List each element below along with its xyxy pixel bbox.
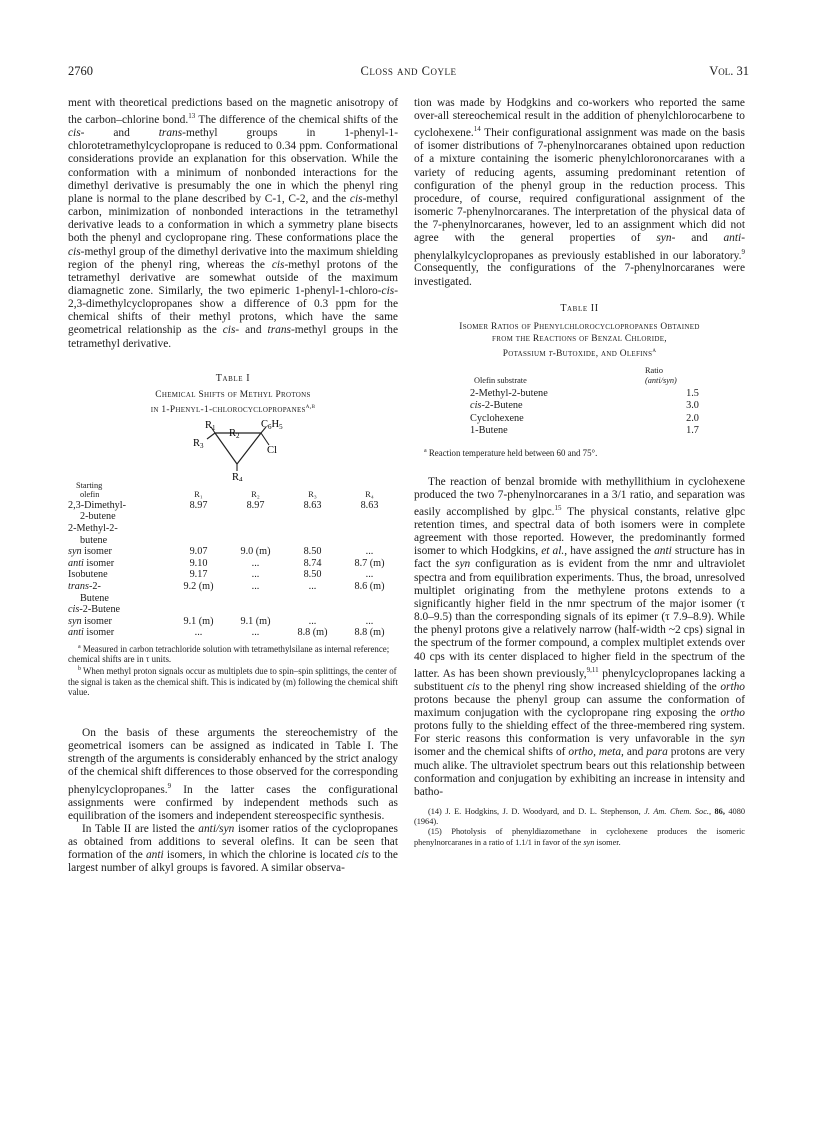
table-1-cell xyxy=(227,511,284,523)
text-run: anti xyxy=(654,545,672,558)
footnote-15 xyxy=(414,827,745,847)
table-1-cell xyxy=(227,523,284,535)
table-1-cell: ... xyxy=(194,627,203,639)
table-1-row-label: 2-butene xyxy=(80,511,116,523)
text-run: protons because the phenyl group can assume the conformation of maximum conjugation with the cyclopropane ring exposing the xyxy=(414,693,745,719)
text-run: 15 xyxy=(554,504,562,513)
text-run: trans xyxy=(158,127,183,140)
table-2-row xyxy=(470,400,740,412)
text-run: - and xyxy=(235,324,268,337)
table-1-cell xyxy=(341,511,398,523)
text-run: 13 xyxy=(188,112,196,121)
table-1-row xyxy=(68,546,398,558)
text-run: 9,11 xyxy=(586,665,599,674)
volume-label: Vol. 31 xyxy=(709,64,749,78)
text-run: anti/syn xyxy=(198,822,235,835)
text-run: -methyl group of the dimethyl derivative into the maximum shielding region of the phenyl ring, whereas the xyxy=(68,245,398,271)
table-1-row-label: anti isomer xyxy=(68,557,115,569)
table-1-cell: 8.8 (m) xyxy=(297,627,328,639)
footnotes xyxy=(414,807,745,848)
table-1-cell: ... xyxy=(251,627,260,639)
paragraph xyxy=(68,727,398,823)
table-1-caption-marks: a,b xyxy=(305,402,316,410)
table-2-ratio-cell: 2.0 xyxy=(686,412,699,424)
table-1-cell xyxy=(284,604,341,616)
table-1-cell xyxy=(170,523,227,535)
chlorine-label: Cl xyxy=(267,444,277,456)
table-1-row-label: syn isomer xyxy=(68,615,112,627)
text-run: to the largest number of alkyl groups is favored. A similar observa- xyxy=(68,849,398,875)
text-run: syn xyxy=(729,733,745,746)
text-run: to the phenyl ring show increased shielding of the xyxy=(479,680,721,693)
table-1-cell: 9.07 xyxy=(189,546,208,558)
text-run: , have assigned the xyxy=(564,545,655,558)
paragraph xyxy=(414,476,745,799)
right-column xyxy=(414,97,745,848)
text-run: protons are very much alike. The ultraviolet spectrum bears out this relationship between conformation and conjugation by exhibiting an increase in intensity and batho- xyxy=(414,746,745,798)
text-run: anti xyxy=(145,849,164,862)
table-1-row-label: cis-2-Butene xyxy=(68,604,121,616)
text-run: et al. xyxy=(541,545,565,558)
table-1-cell xyxy=(284,511,341,523)
table-1-cell xyxy=(170,511,227,523)
table-1-cell: 8.74 xyxy=(303,557,322,569)
table-1-col-header: R₄ xyxy=(365,490,374,500)
running-title: Closs and Coyle xyxy=(360,64,457,78)
text-run: cis xyxy=(381,284,395,297)
table-1-cell xyxy=(284,535,341,547)
table-2 xyxy=(470,366,740,438)
text-run: cis xyxy=(467,680,480,693)
table-1-col-header: R₁ xyxy=(194,490,203,500)
text-run: and xyxy=(623,746,647,759)
text-run: anti xyxy=(723,232,742,245)
table-1-cell: 8.8 (m) xyxy=(354,627,385,639)
table-1-cell: 9.1 (m) xyxy=(240,615,271,627)
text-run: 14 xyxy=(473,125,481,134)
cyclopropane-structure-diagram xyxy=(153,419,313,481)
table-1-footnotes: $^a$ Measured in carbon tetrachloride solution with tetramethylsilane as internal reference; chemical shifts are in τ units. $^b$ When methyl proton signals occur as multiplets due to spin–spin splittings, the center of the signal is taken as the chemical shift. This is indicated by (m) following the chemical shift value. xyxy=(68,643,398,697)
table-2-row xyxy=(470,388,740,400)
table-2-col-header-olefin: Olefin substrate xyxy=(474,375,527,385)
table-1-cell: ... xyxy=(365,569,374,581)
text-run: tion was made by Hodgkins and co-workers who reported the same over-all stereochemical result in the addition of phenylchlorocarbene to cyclohexene. xyxy=(414,97,745,140)
table-1-row xyxy=(68,593,398,605)
table-2-title-line1: Isomer Ratios of Phenylchlorocyclopropanes Obtained xyxy=(459,321,700,332)
table-1-cell xyxy=(170,604,227,616)
table-1-caption xyxy=(68,373,398,416)
text-run: trans xyxy=(267,324,291,337)
table-1-footnote-a: Measured in carbon tetrachloride solution with tetramethylsilane as internal reference; chemical shifts are in τ units. xyxy=(68,643,390,665)
table-1 xyxy=(68,481,398,639)
text-run: cis xyxy=(271,258,285,271)
table-1-cell: 8.63 xyxy=(360,499,379,511)
text-run: protons fully to the shielding effect of the three-membered ring system. For steric reasons this conformation is very unfavorable in the xyxy=(414,720,745,746)
table-1-row-label: butene xyxy=(80,534,108,546)
table-1-cell xyxy=(170,535,227,547)
text-run: - and xyxy=(80,127,159,140)
text-run: -methyl groups in the tetramethyl derivative. xyxy=(68,324,398,350)
text-run: In the latter cases the configurational assignments were confirmed by independent methods such as equilibration of the isomers and independent stereospecific synthesis. xyxy=(68,783,398,822)
table-1-row-label: 2,3-Dimethyl- xyxy=(68,499,127,511)
table-1-cell: 9.17 xyxy=(189,569,208,581)
table-1-cell xyxy=(341,604,398,616)
table-1-col-header-olefin: Starting olefin xyxy=(76,480,103,500)
table-2-row-label: 2-Methyl-2-butene xyxy=(470,387,548,399)
text-run: structure has in fact the xyxy=(414,545,746,571)
table-1-cell: ... xyxy=(251,569,260,581)
text-run: phenylcyclopropanes lacking a substituent xyxy=(414,667,745,693)
table-1-cell xyxy=(284,523,341,535)
table-1-cell: 8.63 xyxy=(303,499,322,511)
text-run: -methyl protons of the tetramethyl derivative are somewhat outside of the maximum diamagnetic zone. Similarly, the two epimeric 1-phenyl-1-chloro- xyxy=(68,258,398,297)
table-1-cell: ... xyxy=(365,615,374,627)
text-run: cis xyxy=(222,324,236,337)
r2-label: R2 xyxy=(229,427,240,440)
page-number: 2760 xyxy=(68,64,93,78)
table-1-row xyxy=(68,627,398,639)
table-1-row xyxy=(68,523,398,535)
text-run: 9 xyxy=(741,247,745,256)
paragraph xyxy=(68,823,398,876)
table-2-title-line2: from the Reactions of Benzal Chloride, xyxy=(492,333,667,344)
table-1-row-label: syn isomer xyxy=(68,546,112,558)
table-2-label: Table II xyxy=(560,302,599,314)
text-run: isomer. xyxy=(594,837,621,847)
text-run: 9 xyxy=(167,781,172,790)
table-1-row xyxy=(68,604,398,616)
table-2-row xyxy=(470,425,740,437)
table-1-cell: ... xyxy=(251,557,260,569)
table-1-body xyxy=(68,500,398,639)
table-2-body xyxy=(470,388,740,438)
table-1-title-line1: Chemical Shifts of Methyl Protons xyxy=(155,389,311,400)
text-run: cis xyxy=(349,192,363,205)
table-1-col-header: R₃ xyxy=(308,490,317,500)
text-run: Their configurational assignment was made on the basis of isomer distributions of 7-phenylnorcaranes obtained upon reduction of a mixture containing the isomeric phenylchloronorcaranes with a variety of reducing agents, assuming predominant retention of configuration of the phenyl group in the reduction process. This procedure, of course, required configurational assignment of the isomeric 7-phenylnorcaranes. The interpretation of the physical data of the 7-phenylnorcaranes, however, led to an assignment which did not agree with the general properties of xyxy=(414,127,745,245)
text-run: - and xyxy=(671,232,724,245)
table-1-cell xyxy=(284,593,341,605)
table-1-cell: 8.97 xyxy=(189,499,208,511)
table-1-cell: ... xyxy=(251,581,260,593)
text-run: On the basis of these arguments the stereochemistry of the geometrical isomers can be assigned as indicated in Table I. The strength of the arguments is considerably enhanced by the strict analogy of the chemical shift differences to those observed for the corresponding phenylcyclopropanes. xyxy=(68,726,399,796)
text-run: 4080 (1964). xyxy=(414,807,745,827)
table-1-cell: ... xyxy=(308,581,317,593)
table-1-cell: 8.50 xyxy=(303,569,322,581)
text-run: The reaction of benzal bromide with methyllithium in cyclohexene produced the two 7-phenylnorcaranes in a 3/1 ratio, and separation was easily accomplished by glpc. xyxy=(414,475,745,518)
text-run: cis xyxy=(68,245,81,258)
text-run: (15) Photolysis of phenyldiazomethane in cyclohexene produces the isomeric phenylnorcaranes in a ratio of 1.1/1 in favor of the xyxy=(414,827,745,847)
table-1-footnote-b: When methyl proton signals occur as multiplets due to spin–spin splittings, the center of the signal is taken as the chemical shift. This is indicated by (m) following the chemical shift value. xyxy=(68,666,398,697)
text-run: para xyxy=(646,746,668,759)
text-run: J. Am. Chem. Soc., xyxy=(644,807,712,817)
table-2-row-label: Cyclohexene xyxy=(470,412,524,424)
table-1-label: Table I xyxy=(215,372,251,384)
text-run: cis xyxy=(356,849,369,862)
left-column xyxy=(68,97,398,875)
table-1-row-label: Butene xyxy=(80,592,109,604)
table-1-cell xyxy=(341,535,398,547)
table-2-ratio-cell: 1.5 xyxy=(686,387,699,399)
table-2-ratio-cell: 3.0 xyxy=(686,400,699,412)
text-run: The physical constants, relative glpc retention times, and spectral data of both isomers were in complete agreement with those reported. However, the predominantly formed isomer to which Hodgkins, xyxy=(414,505,746,558)
table-1-cell xyxy=(227,604,284,616)
table-1-col-header: R₂ xyxy=(251,490,260,500)
table-1-cell: 8.97 xyxy=(246,499,265,511)
table-1-row xyxy=(68,616,398,628)
text-run: 86, xyxy=(714,807,725,817)
text-run: isomer ratios of the cyclopropanes as obtained from additions to several olefins. It can be seen that formation of the xyxy=(68,822,398,862)
r4-label: R4 xyxy=(232,471,243,481)
table-1-row xyxy=(68,581,398,593)
table-1-cell xyxy=(227,535,284,547)
r3-label: R3 xyxy=(193,437,204,450)
text-run: syn xyxy=(656,232,672,245)
table-1-row xyxy=(68,500,398,512)
text-run: -2,3-dimethylcyclopropanes show a difference of 0.3 ppm for the chemical shifts of their methyl protons, which have the same geometrical relationship as the xyxy=(68,284,398,337)
table-2-ratio-cell: 1.7 xyxy=(686,425,699,437)
table-1-row xyxy=(68,535,398,547)
table-2-footnote: $^a$ Reaction temperature held between 60 and 75°. xyxy=(424,447,598,458)
table-2-title-line3: Potassium t-Butoxide, and Olefins$^a$ xyxy=(502,346,657,359)
table-1-cell xyxy=(170,593,227,605)
text-run: syn xyxy=(583,837,595,847)
table-2-caption xyxy=(414,303,745,360)
text-run: -methyl groups in 1-phenyl-1-chlorotetramethylcyclopropane is reduced to 0.34 ppm. Conformational considerations provide an explanation for this observation. While the conformation with a minimum of nonbonded interactions for the dimethyl derivative is presumably the one in which the phenyl ring plane is normal to the plane described by C-1, C-2, and the xyxy=(68,127,398,205)
text-run: -phenylalkylcyclopropanes as previously established in our laboratory. xyxy=(414,232,745,262)
table-1-cell: 8.7 (m) xyxy=(354,557,385,569)
table-1-cell: ... xyxy=(365,546,374,558)
text-run: isomer and the chemical shifts of xyxy=(414,746,569,759)
table-1-cell: 9.1 (m) xyxy=(183,615,214,627)
text-run: ortho, meta, xyxy=(568,746,624,759)
text-run: isomers, in which the chlorine is located xyxy=(163,849,357,862)
text-run: In Table II are listed the xyxy=(82,822,199,835)
text-run: syn xyxy=(455,558,471,571)
table-1-row-label: 2-Methyl-2- xyxy=(68,523,118,535)
table-2-row xyxy=(470,413,740,425)
text-run: Consequently, the configurations of the 7-phenylnorcaranes were investigated. xyxy=(414,262,745,288)
text-run: (14) J. E. Hodgkins, J. D. Woodyard, and D. L. Stephenson, xyxy=(428,807,645,817)
table-2-row-label: 1-Butene xyxy=(470,425,508,437)
table-1-cell: ... xyxy=(308,615,317,627)
paragraph xyxy=(414,97,745,289)
table-1-cell xyxy=(341,593,398,605)
table-1-row-label: Isobutene xyxy=(68,569,108,581)
table-2-col-header-ratio: Ratio (anti/syn) xyxy=(645,365,677,385)
text-run: ortho xyxy=(720,680,745,693)
table-1-title-line2: in 1-Phenyl-1-chlorocyclopropanes xyxy=(150,404,306,415)
table-1-row xyxy=(68,558,398,570)
table-1-cell xyxy=(341,523,398,535)
table-1-row xyxy=(68,569,398,581)
table-1-cell: 8.50 xyxy=(303,546,322,558)
table-1-cell xyxy=(227,593,284,605)
text-run: ment with theoretical predictions based on the magnetic anisotropy of the carbon–chlorine bond. xyxy=(68,97,398,126)
table-1-cell: 9.10 xyxy=(189,557,208,569)
text-run: ortho xyxy=(720,706,745,719)
table-1-row-label: trans-2- xyxy=(68,581,101,593)
text-run: configuration as is evident from the nmr and ultraviolet spectra and from equilibration experiments. Thus, the broad, unresolved multiplet originating from the methylene protons extends to a significantly higher field in the nmr spectrum of the major isomer (τ 8.0–9.5) than the corresponding signals of its epimer (τ 7.9–8.9). While the phenyl protons give a relatively narrow (half-width ~2 cps) signal in the spectrum of the former compound, a complex multiplet extends over 40 cps with its center displaced to higher field in the spectrum of the latter. As has been shown previously, xyxy=(414,558,745,680)
table-1-cell: 8.6 (m) xyxy=(354,581,385,593)
text-run: The difference of the chemical shifts of the xyxy=(195,113,398,126)
table-1-cell: 9.0 (m) xyxy=(240,546,271,558)
r1-label: R1 xyxy=(205,419,216,432)
table-1-row-label: anti isomer xyxy=(68,627,115,639)
table-1-row xyxy=(68,511,398,523)
paragraph xyxy=(68,97,398,351)
phenyl-label: C6H5 xyxy=(261,418,283,431)
table-1-cell: 9.2 (m) xyxy=(183,581,214,593)
text-run: cis xyxy=(68,127,81,140)
page-header xyxy=(68,64,749,80)
text-run: -methyl carbon, minimization of nonbonded interactions in the tetramethyl derivative leads to a conformation in which a symmetry plane bisects both the phenyl and cyclopropane ring. These conformations place the xyxy=(68,192,398,245)
footnote-14 xyxy=(414,807,745,827)
table-2-row-label: cis-2-Butene xyxy=(470,400,523,412)
